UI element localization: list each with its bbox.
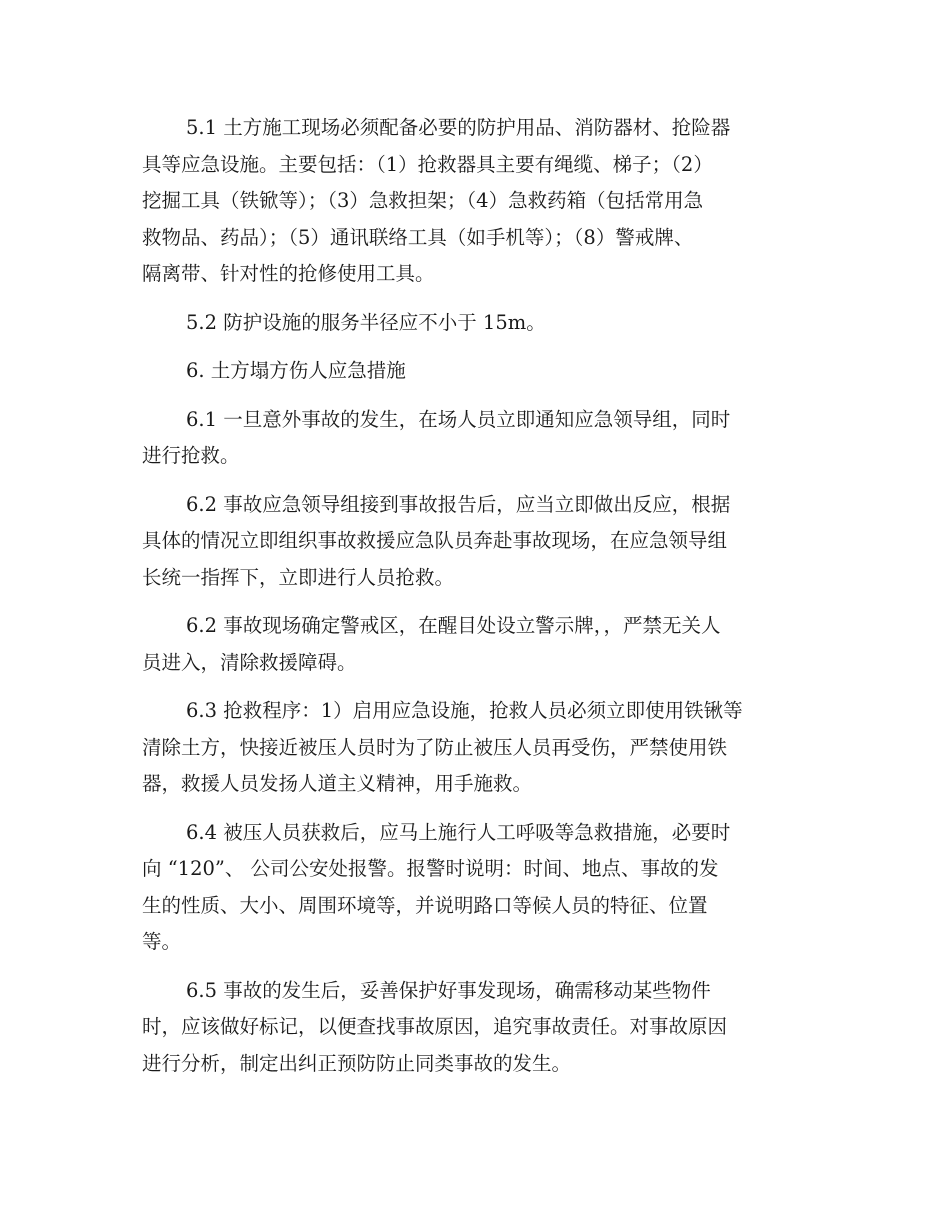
text-line: 进行分析，制定出纠正预防防止同类事故的发生。 [142, 1051, 572, 1075]
paragraph-6-2-a [142, 487, 812, 597]
text-line: 6.3 抢救程序：1）启用应急设施，抢救人员必须立即使用铁锹等 [186, 699, 743, 722]
text-line: 5.2 防护设施的服务半径应不小于 15m。 [186, 310, 546, 334]
paragraph-6-3 [142, 693, 812, 803]
text-line: 6.2 事故应急领导组接到事故报告后，应当立即做出反应，根据 [186, 492, 731, 516]
text-line: 向 “120”、 公司公安处报警。报警时说明：时间、地点、事故的发 [142, 857, 719, 880]
document-body [142, 110, 812, 1094]
text-line: 6.1 一旦意外事故的发生，在场人员立即通知应急领导组，同时 [186, 407, 731, 431]
text-line: 5.1 土方施工现场必须配备必要的防护用品、消防器材、抢险器 [186, 116, 731, 139]
text-line: 生的性质、大小、周围环境等，并说明路口等候人员的特征、位置 [142, 893, 708, 917]
section-heading-6 [142, 353, 812, 390]
text-line: 6.2 事故现场确定警戒区，在醒目处设立警示牌，，严禁无关人 [186, 614, 721, 637]
text-line: 清除土方，快接近被压人员时为了防止被压人员再受伤，严禁使用铁 [142, 735, 728, 759]
paragraph-6-5 [142, 973, 812, 1083]
text-line: 具等应急设施。主要包括：（1）抢救器具主要有绳缆、梯子；（2） [142, 152, 713, 176]
paragraph-5-1 [142, 110, 812, 293]
text-line: 救物品、药品）；（5）通讯联络工具（如手机等）；（8）警戒牌、 [142, 225, 694, 249]
paragraph-6-1 [142, 402, 812, 475]
text-line: 员进入，清除救援障碍。 [142, 650, 357, 674]
text-line: 6. 土方塌方伤人应急措施 [186, 359, 406, 382]
text-line: 等。 [142, 930, 182, 953]
text-line: 6.4 被压人员获救后，应马上施行人工呼吸等急救措施，必要时 [186, 820, 731, 844]
text-line: 隔离带、针对性的抢修使用工具。 [142, 262, 435, 285]
text-line: 长统一指挥下，立即进行人员抢救。 [142, 565, 455, 589]
text-line: 器，救援人员发扬人道主义精神，用手施救。 [142, 772, 533, 795]
text-line: 具体的情况立即组织事故救援应急队员奔赴事故现场，在应急领导组 [142, 529, 728, 552]
text-line: 时，应该做好标记，以便查找事故原因，追究事故责任。对事故原因 [142, 1015, 728, 1038]
paragraph-6-4 [142, 815, 812, 961]
paragraph-5-2 [142, 305, 812, 342]
text-line: 挖掘工具（铁锨等）；（3）急救担架；（4）急救药箱（包括常用急 [142, 189, 704, 212]
paragraph-6-2-b [142, 608, 812, 681]
text-line: 进行抢救。 [142, 444, 240, 467]
text-line: 6.5 事故的发生后，妥善保护好事发现场，确需移动某些物件 [186, 978, 711, 1002]
